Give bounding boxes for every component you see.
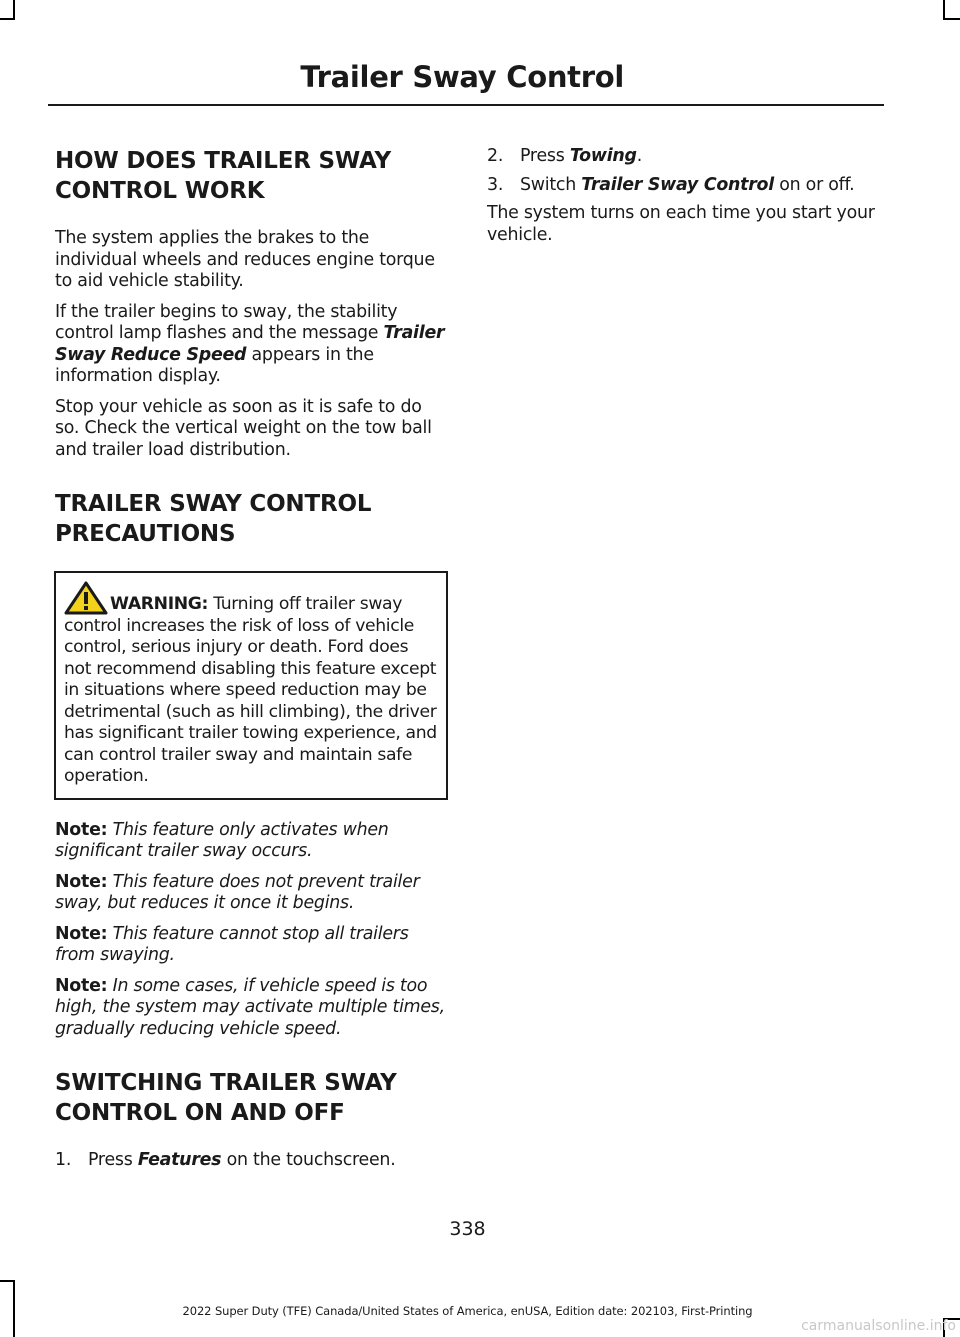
ui-term: Trailer Sway Control <box>581 174 774 195</box>
left-column <box>55 146 447 1179</box>
warning-text: Turning off trailer sway control increases the risk of loss of vehicle control, serious injury or death. Ford does not recommend disabling this feature except in situations where speed reduction may be detrimental (such as hill climbing), the driver has significant trailer towing experience, and can control trailer sway and maintain safe operation. <box>64 594 437 786</box>
step-item: 2. Press Towing. <box>487 146 643 166</box>
paragraph: The system turns on each time you start your vehicle. <box>487 203 875 245</box>
ui-term: Towing <box>569 146 637 166</box>
step-item: 1. Press Features on the touchscreen. <box>55 1150 396 1170</box>
page-title: Trailer Sway Control <box>300 60 624 94</box>
right-column <box>487 146 887 255</box>
ui-term: Features <box>137 1150 222 1170</box>
crop-mark <box>0 18 14 20</box>
warning-triangle-icon <box>64 581 108 615</box>
paragraph: Stop your vehicle as soon as it is safe to do so. Check the vertical weight on the tow ball and trailer load distribution. <box>55 396 432 460</box>
crop-mark <box>13 0 15 20</box>
note: Note: This feature cannot stop all trailers from swaying. <box>55 923 409 965</box>
step-item: 3. Switch Trailer Sway Control on or off. <box>487 174 855 195</box>
note: Note: In some cases, if vehicle speed is too high, the system may activate multiple times, gradually reducing vehicle speed. <box>55 975 445 1039</box>
warning-label: WARNING: <box>110 594 209 614</box>
section-heading-switching: SWITCHING TRAILER SWAY CONTROL ON AND OFF <box>55 1070 397 1126</box>
section-heading-precautions: TRAILER SWAY CONTROL PRECAUTIONS <box>55 491 372 547</box>
paragraph: The system applies the brakes to the individual wheels and reduces engine torque to aid vehicle stability. <box>55 228 435 291</box>
note: Note: This feature only activates when significant trailer sway occurs. <box>55 819 389 861</box>
notes <box>55 820 447 1041</box>
header-divider <box>48 104 884 106</box>
footer-edition: 2022 Super Duty (TFE) Canada/United States of America, enUSA, Edition date: 202103, First-Printing <box>182 1304 753 1318</box>
message-text: Trailer Sway Reduce Speed <box>55 323 445 365</box>
paragraph: If the trailer begins to sway, the stability control lamp flashes and the message Trailer Sway Reduce Speed appears in the information display. <box>55 301 445 386</box>
warning-box <box>54 571 448 800</box>
crop-mark <box>944 18 960 20</box>
note: Note: This feature does not prevent trailer sway, but reduces it once it begins. <box>55 871 420 913</box>
crop-mark <box>943 0 945 20</box>
crop-mark <box>0 1280 14 1282</box>
section-heading-how-it-works: HOW DOES TRAILER SWAY CONTROL WORK <box>55 148 391 204</box>
page-number: 338 <box>449 1218 486 1240</box>
watermark: carmanualsonline.info <box>801 1318 956 1334</box>
